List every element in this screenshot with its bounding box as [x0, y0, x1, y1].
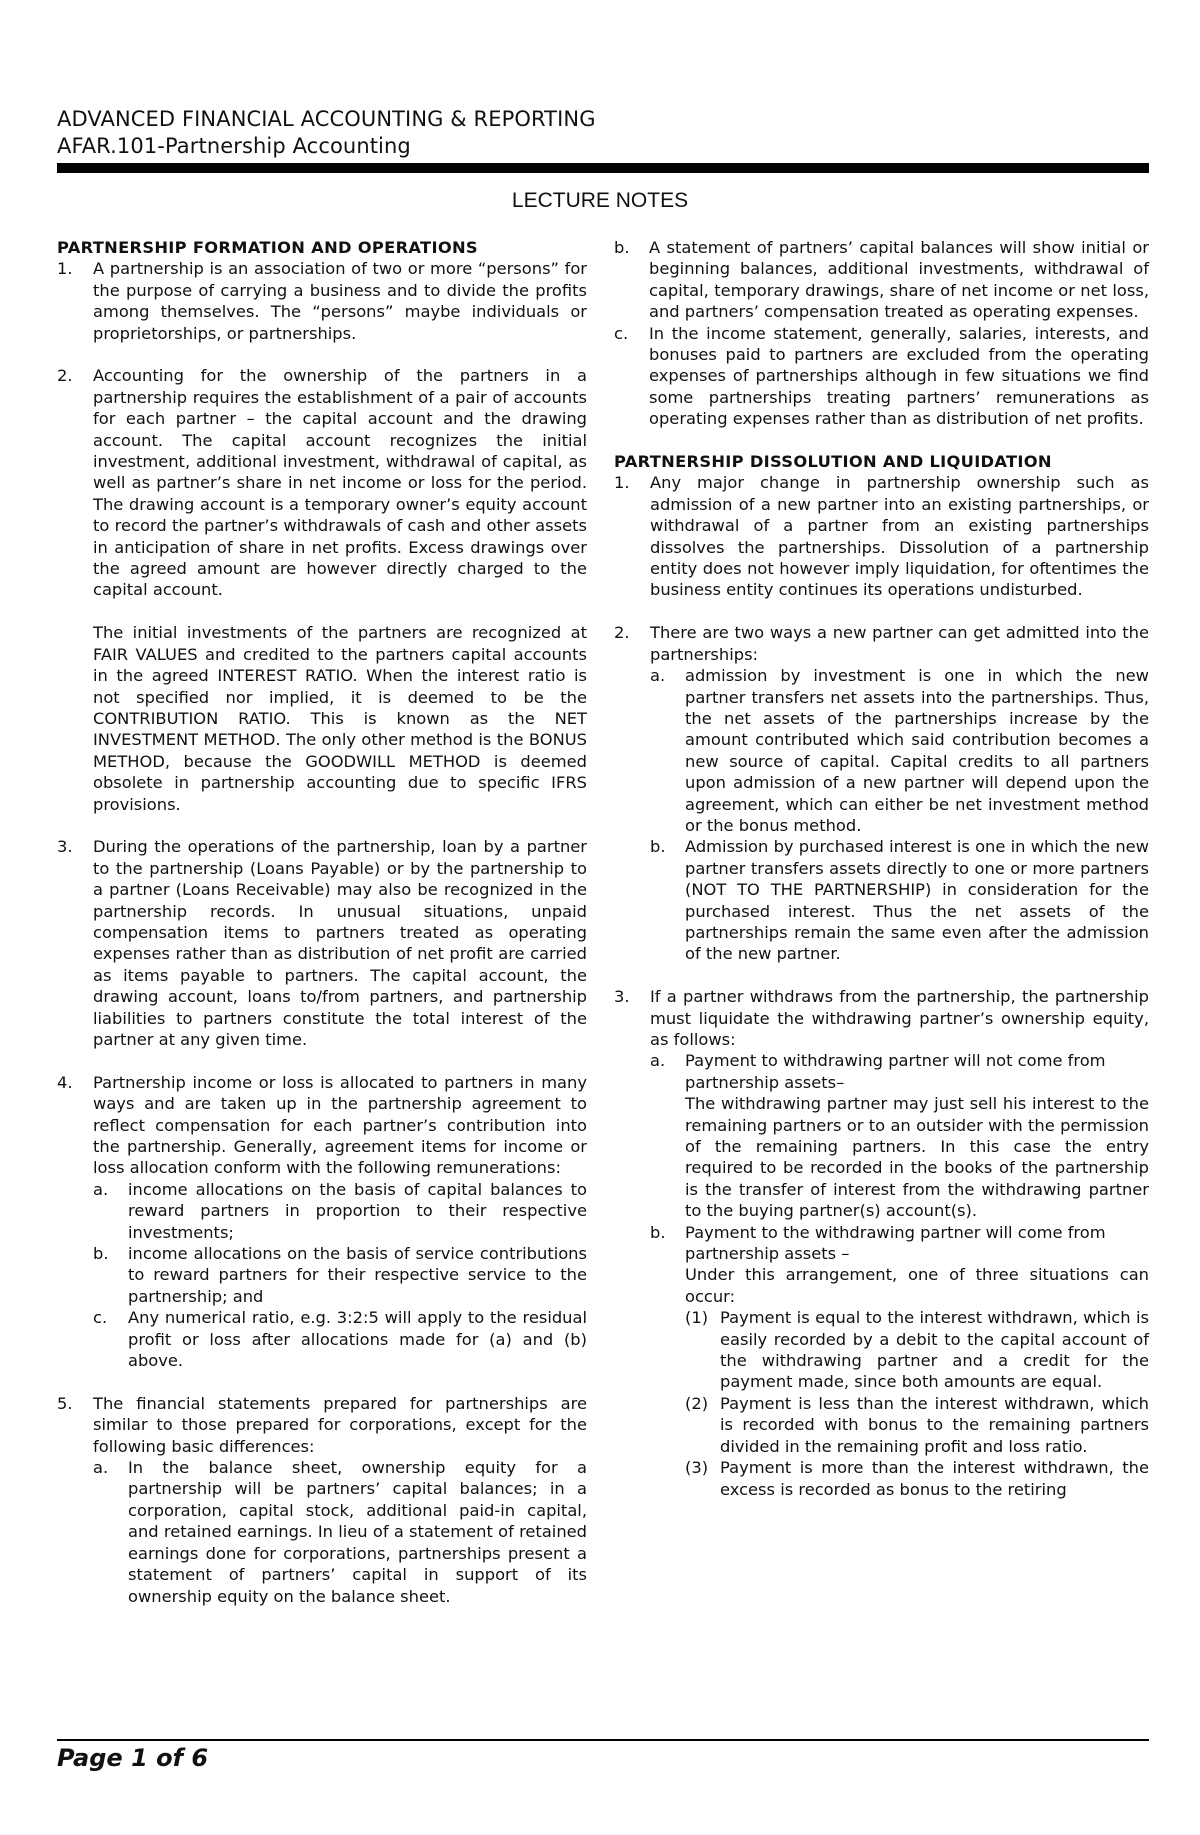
- page-title: LECTURE NOTES: [511, 189, 689, 212]
- sub-item: c. In the income statement, generally, salaries, interests, and bonuses paid to partners are excluded from the operating expenses of partnerships although in few situations we find some partnerships treating partners’ remunerations as operating expenses rather than as distribution of net profits.: [614, 323, 1149, 429]
- paragraph: The financial statements prepared for partnerships are similar to those prepared for corporations, except for the following basic differences:: [93, 1393, 587, 1456]
- paragraph: The initial investments of the partners are recognized at FAIR VALUES and credited to the partners capital accounts in the agreed INTEREST RATIO. When the interest ratio is not specified nor implied, it is deemed to be the CONTRIBUTION RATIO. This is known as the NET INVESTMENT METHOD. The only other method is the BONUS METHOD, because the GOODWILL METHOD is deemed obsolete in partnership accounting due to specific IFRS provisions.: [93, 623, 587, 814]
- sub-item: b. income allocations on the basis of service contributions to reward partners for their respective service to the partnership; and: [93, 1244, 587, 1306]
- section-heading-dissolution: PARTNERSHIP DISSOLUTION AND LIQUIDATION: [614, 452, 1052, 472]
- paragraph: There are two ways a new partner can get admitted into the partnerships:: [650, 623, 1149, 664]
- sub-sub-item: (2) Payment is less than the interest withdrawn, which is recorded with bonus to the remaining partners divided in the remaining profit and loss ratio.: [685, 1393, 1149, 1456]
- right-column: [614, 237, 1149, 1500]
- list-item: 3. During the operations of the partnership, loan by a partner to the partnership (Loans Payable) or by the partnership to a partner (Loans Receivable) may also be recognized in the partnership records. In unusual situations, unpaid compensation items to partners treated as operating expenses rather than as distribution of net profit are carried as items payable to partners. The capital account, the drawing account, loans to/from partners, and partnership liabilities to partners constitute the total interest of the partner at any given time.: [57, 837, 587, 1049]
- document-header: [57, 106, 596, 160]
- sub-item: b. Admission by purchased interest is one in which the new partner transfers assets directly to one or more partners (NOT TO THE PARTNERSHIP) in consideration for the purchased interest. Thus the net assets of the partnerships remain the same even after the admission of the new partner.: [650, 837, 1149, 964]
- sub-sub-item: (3) Payment is more than the interest withdrawn, the excess is recorded as bonus to the retiring: [685, 1458, 1149, 1499]
- sub-sub-item: (1) Payment is equal to the interest withdrawn, which is easily recorded by a debit to the capital account of the withdrawing partner and a credit for the payment made, since both amounts are equal.: [685, 1308, 1149, 1392]
- footer-rule: [57, 1739, 1149, 1741]
- header-rule: [57, 163, 1149, 173]
- list-item: 1. Any major change in partnership ownership such as admission of a new partner into an existing partnerships, or withdrawal of a partner from an existing partnerships dissolves the partnerships. Dissolution of a partnership entity does not however imply liquidation, for oftentimes the business entity continues its operations undisturbed.: [614, 473, 1149, 600]
- section-heading-formation: PARTNERSHIP FORMATION AND OPERATIONS: [57, 238, 478, 257]
- paragraph: If a partner withdraws from the partnership, the partnership must liquidate the withdrawing partner’s ownership equity, as follows:: [650, 987, 1149, 1049]
- list-item: 4. Partnership income or loss is allocated to partners in many ways and are taken up in the partnership agreement to reflect compensation for each partner’s contribution into the partnership. Generally, agreement items for income or loss allocation conform with the following remunerations: a. income allocations on the basis of capital balances to reward partners in proportion to their respective investments; b. income allocations on the basis of service contributions to reward partners for their respective service to the partnership; and c. Any numerical ratio, e.g. 3:2:5 will apply to the residual profit or loss after allocations made for (a) and (b) above.: [57, 1072, 587, 1371]
- paragraph: During the operations of the partnership, loan by a partner to the partnership (Loans Payable) or by the partnership to a partner (Loans Receivable) may also be recognized in the partnership records. In unusual situations, unpaid compensation items to partners treated as operating expenses rather than as distribution of net profit are carried as items payable to partners. The capital account, the drawing account, loans to/from partners, and partnership liabilities to partners constitute the total interest of the partner at any given time.: [93, 837, 587, 1049]
- list-item: 3. If a partner withdraws from the partnership, the partnership must liquidate the withdrawing partner’s ownership equity, as follows: a. Payment to withdrawing partner will not come from partnership assets– The withdrawing partner may just sell his interest to the remaining partners or to an outsider with the permission of the remaining partners. In this case the entry required to be recorded in the books of the partnership is the transfer of interest from the withdrawing partner to the buying partner(s) account(s). b. Payment to the withdrawing partner will come from partnership assets – Under this arrangement, one of three situations can occur: (1) Payment is equal to the interest withdrawn, which is easily recorded by a debit to the capital account of the withdrawing partner and a credit for the payment made, since both amounts are equal. (2) Payment is less than the interest withdrawn, which is recorded with bonus to the remaining partners divided in the remaining profit and loss ratio. (3) Payment is more than the interest withdrawn, the excess is recorded as bonus to the retiring: [614, 987, 1149, 1499]
- sub-item: b. Payment to the withdrawing partner will come from partnership assets – Under this arrangement, one of three situations can occur: (1) Payment is equal to the interest withdrawn, which is easily recorded by a debit to the capital account of the withdrawing partner and a credit for the payment made, since both amounts are equal. (2) Payment is less than the interest withdrawn, which is recorded with bonus to the remaining partners divided in the remaining profit and loss ratio. (3) Payment is more than the interest withdrawn, the excess is recorded as bonus to the retiring: [650, 1222, 1149, 1499]
- list-item: 2. There are two ways a new partner can get admitted into the partnerships: a. admission by investment is one in which the new partner transfers net assets into the partnerships. Thus, the net assets of the partnerships increase by the amount contributed which said contribution becomes a new source of capital. Capital credits to all partners upon admission of a new partner will depend upon the agreement, which can either be net investment method or the bonus method. b. Admission by purchased interest is one in which the new partner transfers assets directly to one or more partners (NOT TO THE PARTNERSHIP) in consideration for the purchased interest. Thus the net assets of the partnerships remain the same even after the admission of the new partner.: [614, 623, 1149, 964]
- list-item: 2. Accounting for the ownership of the partners in a partnership requires the establishment of a pair of accounts for each partner – the capital account and the drawing account. The capital account recognizes the initial investment, additional investment, withdrawal of capital, as well as partner’s share in net income or loss for the period. The drawing account is a temporary owner’s equity account to record the partner’s withdrawals of cash and other assets in anticipation of share in net profits. Excess drawings over the agreed amount are however directly charged to the capital account. The initial investments of the partners are recognized at FAIR VALUES and credited to the partners capital accounts in the agreed INTEREST RATIO. When the interest ratio is not specified nor implied, it is deemed to be the CONTRIBUTION RATIO. This is known as the NET INVESTMENT METHOD. The only other method is the BONUS METHOD, because the GOODWILL METHOD is deemed obsolete in partnership accounting due to specific IFRS provisions.: [57, 366, 587, 814]
- sub-item: a. Payment to withdrawing partner will not come from partnership assets– The withdrawing partner may just sell his interest to the remaining partners or to an outsider with the permission of the remaining partners. In this case the entry required to be recorded in the books of the partnership is the transfer of interest from the withdrawing partner to the buying partner(s) account(s).: [650, 1051, 1149, 1221]
- sub-item: a. In the balance sheet, ownership equity for a partnership will be partners’ capital balances; in a corporation, capital stock, additional paid-in capital, and retained earnings. In lieu of a statement of retained earnings done for corporations, partnerships present a statement of partners’ capital in support of its ownership equity on the balance sheet.: [93, 1458, 587, 1606]
- sub-item: c. Any numerical ratio, e.g. 3:2:5 will apply to the residual profit or loss after allocations made for (a) and (b) above.: [93, 1308, 587, 1371]
- left-column: [57, 237, 587, 1607]
- paragraph: Partnership income or loss is allocated to partners in many ways and are taken up in the partnership agreement to reflect compensation for each partner’s contribution into the partnership. Generally, agreement items for income or loss allocation conform with the following remunerations:: [93, 1072, 587, 1178]
- paragraph: A partnership is an association of two or more “persons” for the purpose of carrying a business and to divide the profits among themselves. The “persons” maybe individuals or proprietorships, or partnerships.: [93, 259, 587, 343]
- course-title: ADVANCED FINANCIAL ACCOUNTING & REPORTING: [57, 107, 596, 131]
- page-number: Page 1 of 6: [57, 1744, 209, 1772]
- list-item: 5. The financial statements prepared for partnerships are similar to those prepared for corporations, except for the following basic differences: a. In the balance sheet, ownership equity for a partnership will be partners’ capital balances; in a corporation, capital stock, additional paid-in capital, and retained earnings. In lieu of a statement of retained earnings done for corporations, partnerships present a statement of partners’ capital in support of its ownership equity on the balance sheet.: [57, 1393, 587, 1606]
- sub-item: a. admission by investment is one in which the new partner transfers net assets into the partnerships. Thus, the net assets of the partnerships increase by the amount contributed which said contribution becomes a new source of capital. Capital credits to all partners upon admission of a new partner will depend upon the agreement, which can either be net investment method or the bonus method.: [650, 666, 1149, 835]
- paragraph: Any major change in partnership ownership such as admission of a new partner into an existing partnerships, or withdrawal of a partner from an existing partnerships dissolves the partnerships. Dissolution of a partnership entity does not however imply liquidation, for oftentimes the business entity continues its operations undisturbed.: [650, 473, 1149, 600]
- course-subtitle: AFAR.101-Partnership Accounting: [57, 134, 411, 158]
- paragraph: Accounting for the ownership of the partners in a partnership requires the establishment of a pair of accounts for each partner – the capital account and the drawing account. The capital account recognizes the initial investment, additional investment, withdrawal of capital, as well as partner’s share in net income or loss for the period. The drawing account is a temporary owner’s equity account to record the partner’s withdrawals of cash and other assets in anticipation of share in net profits. Excess drawings over the agreed amount are however directly charged to the capital account.: [93, 366, 587, 600]
- list-item: 1. A partnership is an association of two or more “persons” for the purpose of carrying a business and to divide the profits among themselves. The “persons” maybe individuals or proprietorships, or partnerships.: [57, 259, 587, 343]
- sub-item: b. A statement of partners’ capital balances will show initial or beginning balances, additional investments, withdrawal of capital, temporary drawings, share of net income or net loss, and partners’ compensation treated as operating expenses.: [614, 238, 1149, 322]
- sub-item: a. income allocations on the basis of capital balances to reward partners in proportion to their respective investments;: [93, 1179, 587, 1242]
